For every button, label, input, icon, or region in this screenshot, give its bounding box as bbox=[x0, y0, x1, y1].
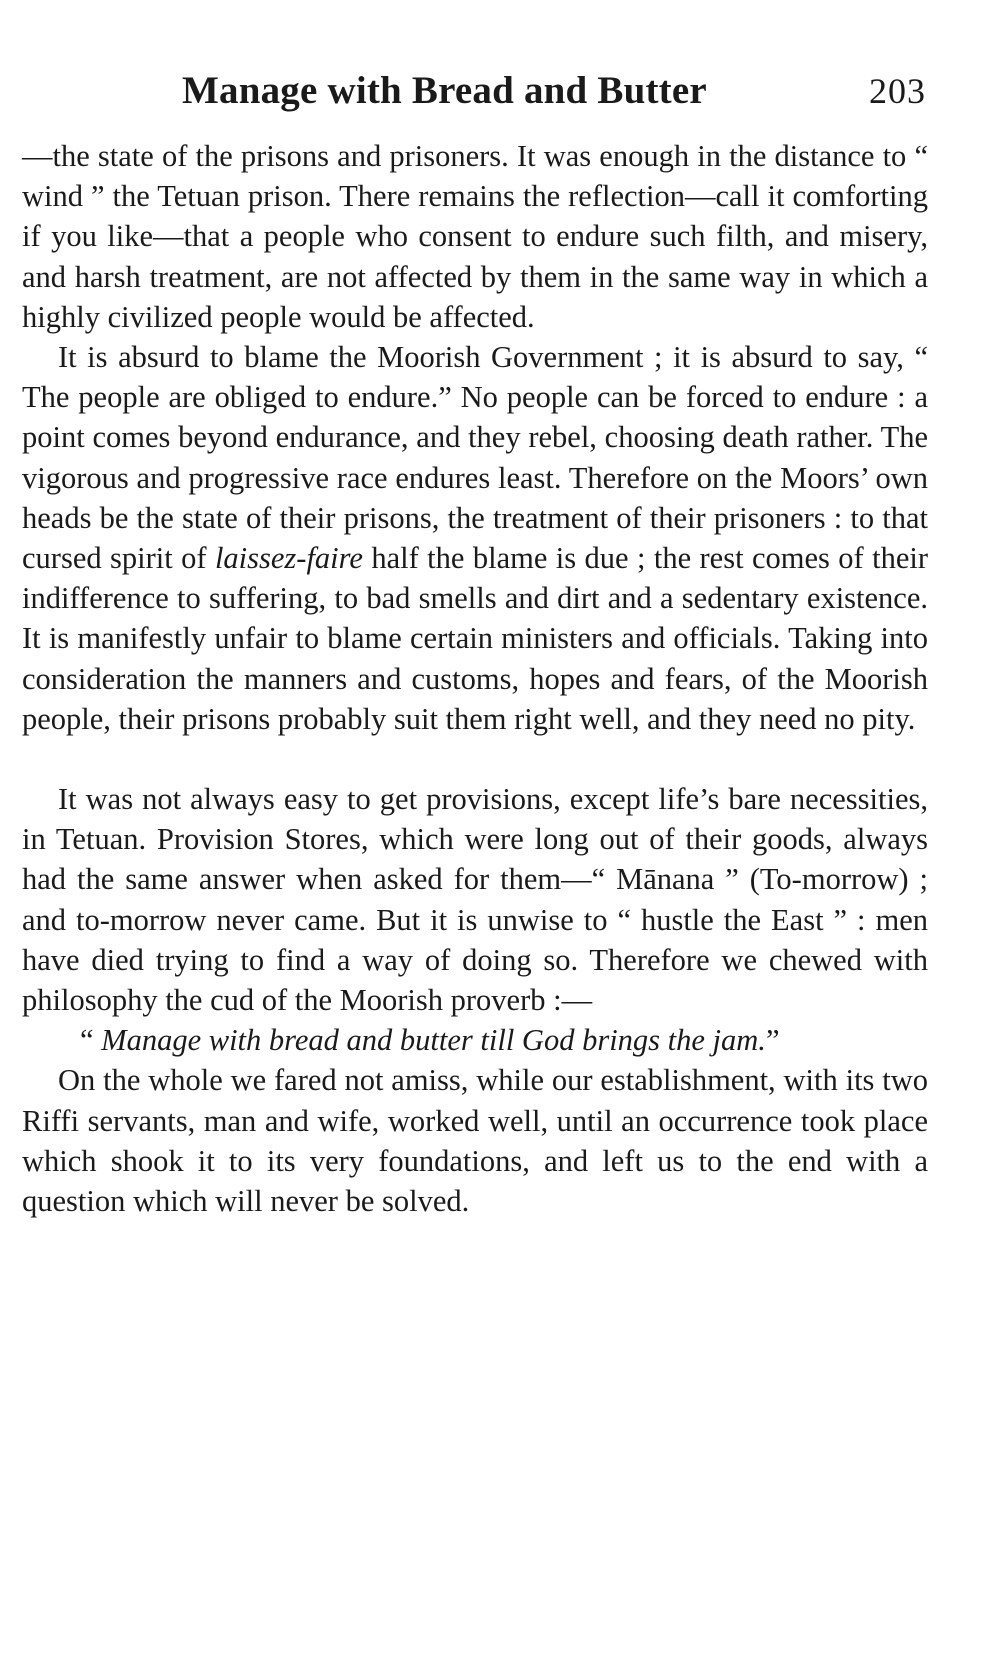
page-number: 203 bbox=[869, 71, 926, 111]
paragraph-3: It was not always easy to get provisions, except life’s bare necessities, in Tetuan. Provision Stores, which were long out of their goods, always had the same answer when asked for them—“ Mānana ” (To-morrow) ; and to-morrow never came. But it is unwise to “ hustle the East ” : men have died trying to find a way of doing so. Therefore we chewed with philosophy the cud of the Moorish proverb :— bbox=[22, 782, 928, 1018]
book-page bbox=[22, 0, 928, 1653]
paragraph-2 bbox=[22, 337, 928, 739]
paragraph-2-italic: laissez-faire bbox=[214, 541, 363, 576]
proverb-text: Manage with bread and butter till God brings the jam. bbox=[101, 1023, 766, 1058]
paragraph-4: On the whole we fared not amiss, while our establishment, with its two Riffi servants, man and wife, worked well, until an occurrence took place which shook it to its very foundations, and left us to the end with a question which will never be solved. bbox=[22, 1063, 928, 1219]
paragraph-2-end: half the blame is due ; the rest comes of their indifference to suffering, to bad smells and dirt and a sedentary existence. It is manifestly unfair to blame certain ministers and officials. Taking into consideration the manners and customs, hopes and fears, of the Moorish people, their prisons probably suit them right well, and they need no pity. bbox=[22, 541, 929, 736]
quote-close-mark: ” bbox=[765, 1023, 780, 1058]
proverb-quote bbox=[22, 1020, 928, 1060]
chapter-title: Manage with Bread and Butter bbox=[182, 69, 707, 112]
paragraph-2-start: It is absurd to blame the Moorish Government ; it is absurd to say, “ The people are obliged to endure.” No people can be forced to endure : a point comes beyond endurance, and they rebel, choosing death rather. The vigorous and progressive race endures least. Therefore on the Moors’ own heads be the state of their prisons, the treatment of their prisoners : to that cursed spirit of bbox=[22, 340, 928, 576]
section-gap bbox=[22, 739, 928, 779]
page-body bbox=[22, 136, 928, 1221]
paragraph-1: —the state of the prisons and prisoners. It was enough in the distance to “ wind ” the Tetuan prison. There remains the reflection—call it comforting if you like—that a people who consent to endure such filth, and misery, and harsh treatment, are not affected by them in the same way in which a highly civilized people would be affected. bbox=[22, 139, 928, 334]
running-head bbox=[22, 68, 928, 124]
quote-open-mark: “ bbox=[80, 1023, 102, 1058]
